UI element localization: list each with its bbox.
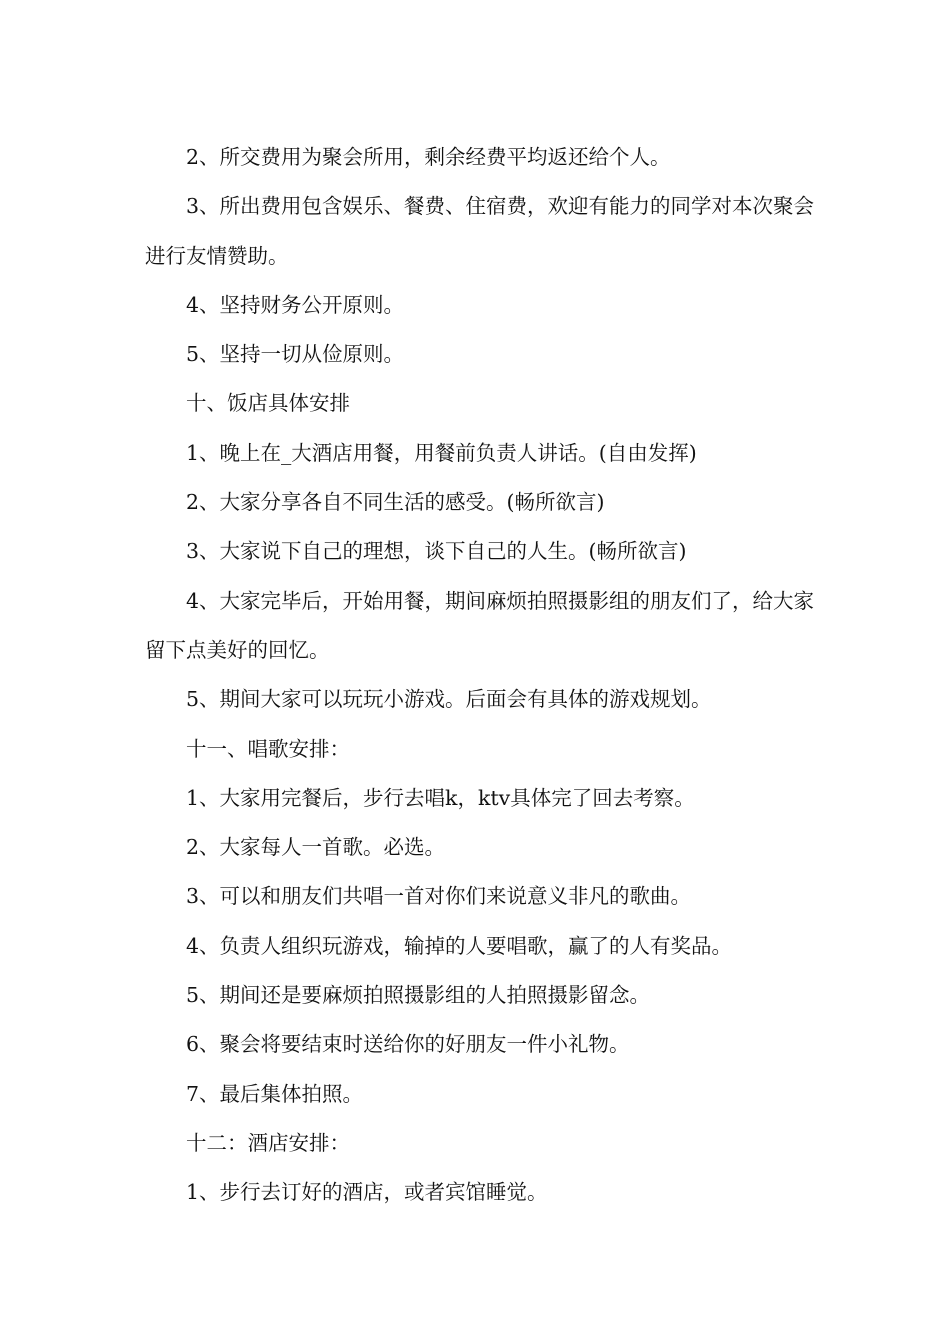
- paragraph-start-meal: 4、大家完毕后，开始用餐，期间麻烦拍照摄影组的朋友们了，给大家留下点美好的回忆。: [145, 588, 815, 662]
- paragraph-sing-together: 3、可以和朋友们共唱一首对你们来说意义非凡的歌曲。: [186, 884, 692, 909]
- section-heading-singing: 十一、唱歌安排：: [186, 736, 350, 761]
- paragraph-dinner-speech: 1、晚上在_大酒店用餐，用餐前负责人讲话。(自由发挥): [186, 440, 697, 465]
- paragraph-share-ideals: 3、大家说下自己的理想，谈下自己的人生。(畅所欲言): [186, 539, 687, 564]
- paragraph-walk-to-ktv: 1、大家用完餐后，步行去唱k，ktv具体完了回去考察。: [186, 785, 695, 810]
- paragraph-one-song-each: 2、大家每人一首歌。必选。: [186, 835, 446, 860]
- paragraph-finance-open: 4、坚持财务公开原则。: [186, 292, 405, 317]
- paragraph-share-feelings: 2、大家分享各自不同生活的感受。(畅所欲言): [186, 490, 605, 515]
- document-body: [145, 133, 815, 1218]
- paragraph-fee-return: 2、所交费用为聚会所用，剩余经费平均返还给个人。: [186, 145, 671, 169]
- section-heading-restaurant: 十、饭店具体安排: [186, 391, 350, 416]
- paragraph-photography: 5、期间还是要麻烦拍照摄影组的人拍照摄影留念。: [186, 983, 651, 1008]
- paragraph-mini-games: 5、期间大家可以玩玩小游戏。后面会有具体的游戏规划。: [186, 687, 712, 712]
- paragraph-frugality: 5、坚持一切从俭原则。: [186, 342, 405, 367]
- paragraph-games-prizes: 4、负责人组织玩游戏，输掉的人要唱歌，赢了的人有奖品。: [186, 933, 733, 958]
- paragraph-group-photo: 7、最后集体拍照。: [186, 1081, 364, 1106]
- section-heading-hotel: 十二：酒店安排：: [186, 1130, 350, 1155]
- paragraph-walk-to-hotel: 1、步行去订好的酒店，或者宾馆睡觉。: [186, 1180, 548, 1205]
- paragraph-small-gift: 6、聚会将要结束时送给你的好朋友一件小礼物。: [186, 1032, 630, 1057]
- paragraph-fee-coverage: 3、所出费用包含娱乐、餐费、住宿费，欢迎有能力的同学对本次聚会进行友情赞助。: [145, 194, 815, 268]
